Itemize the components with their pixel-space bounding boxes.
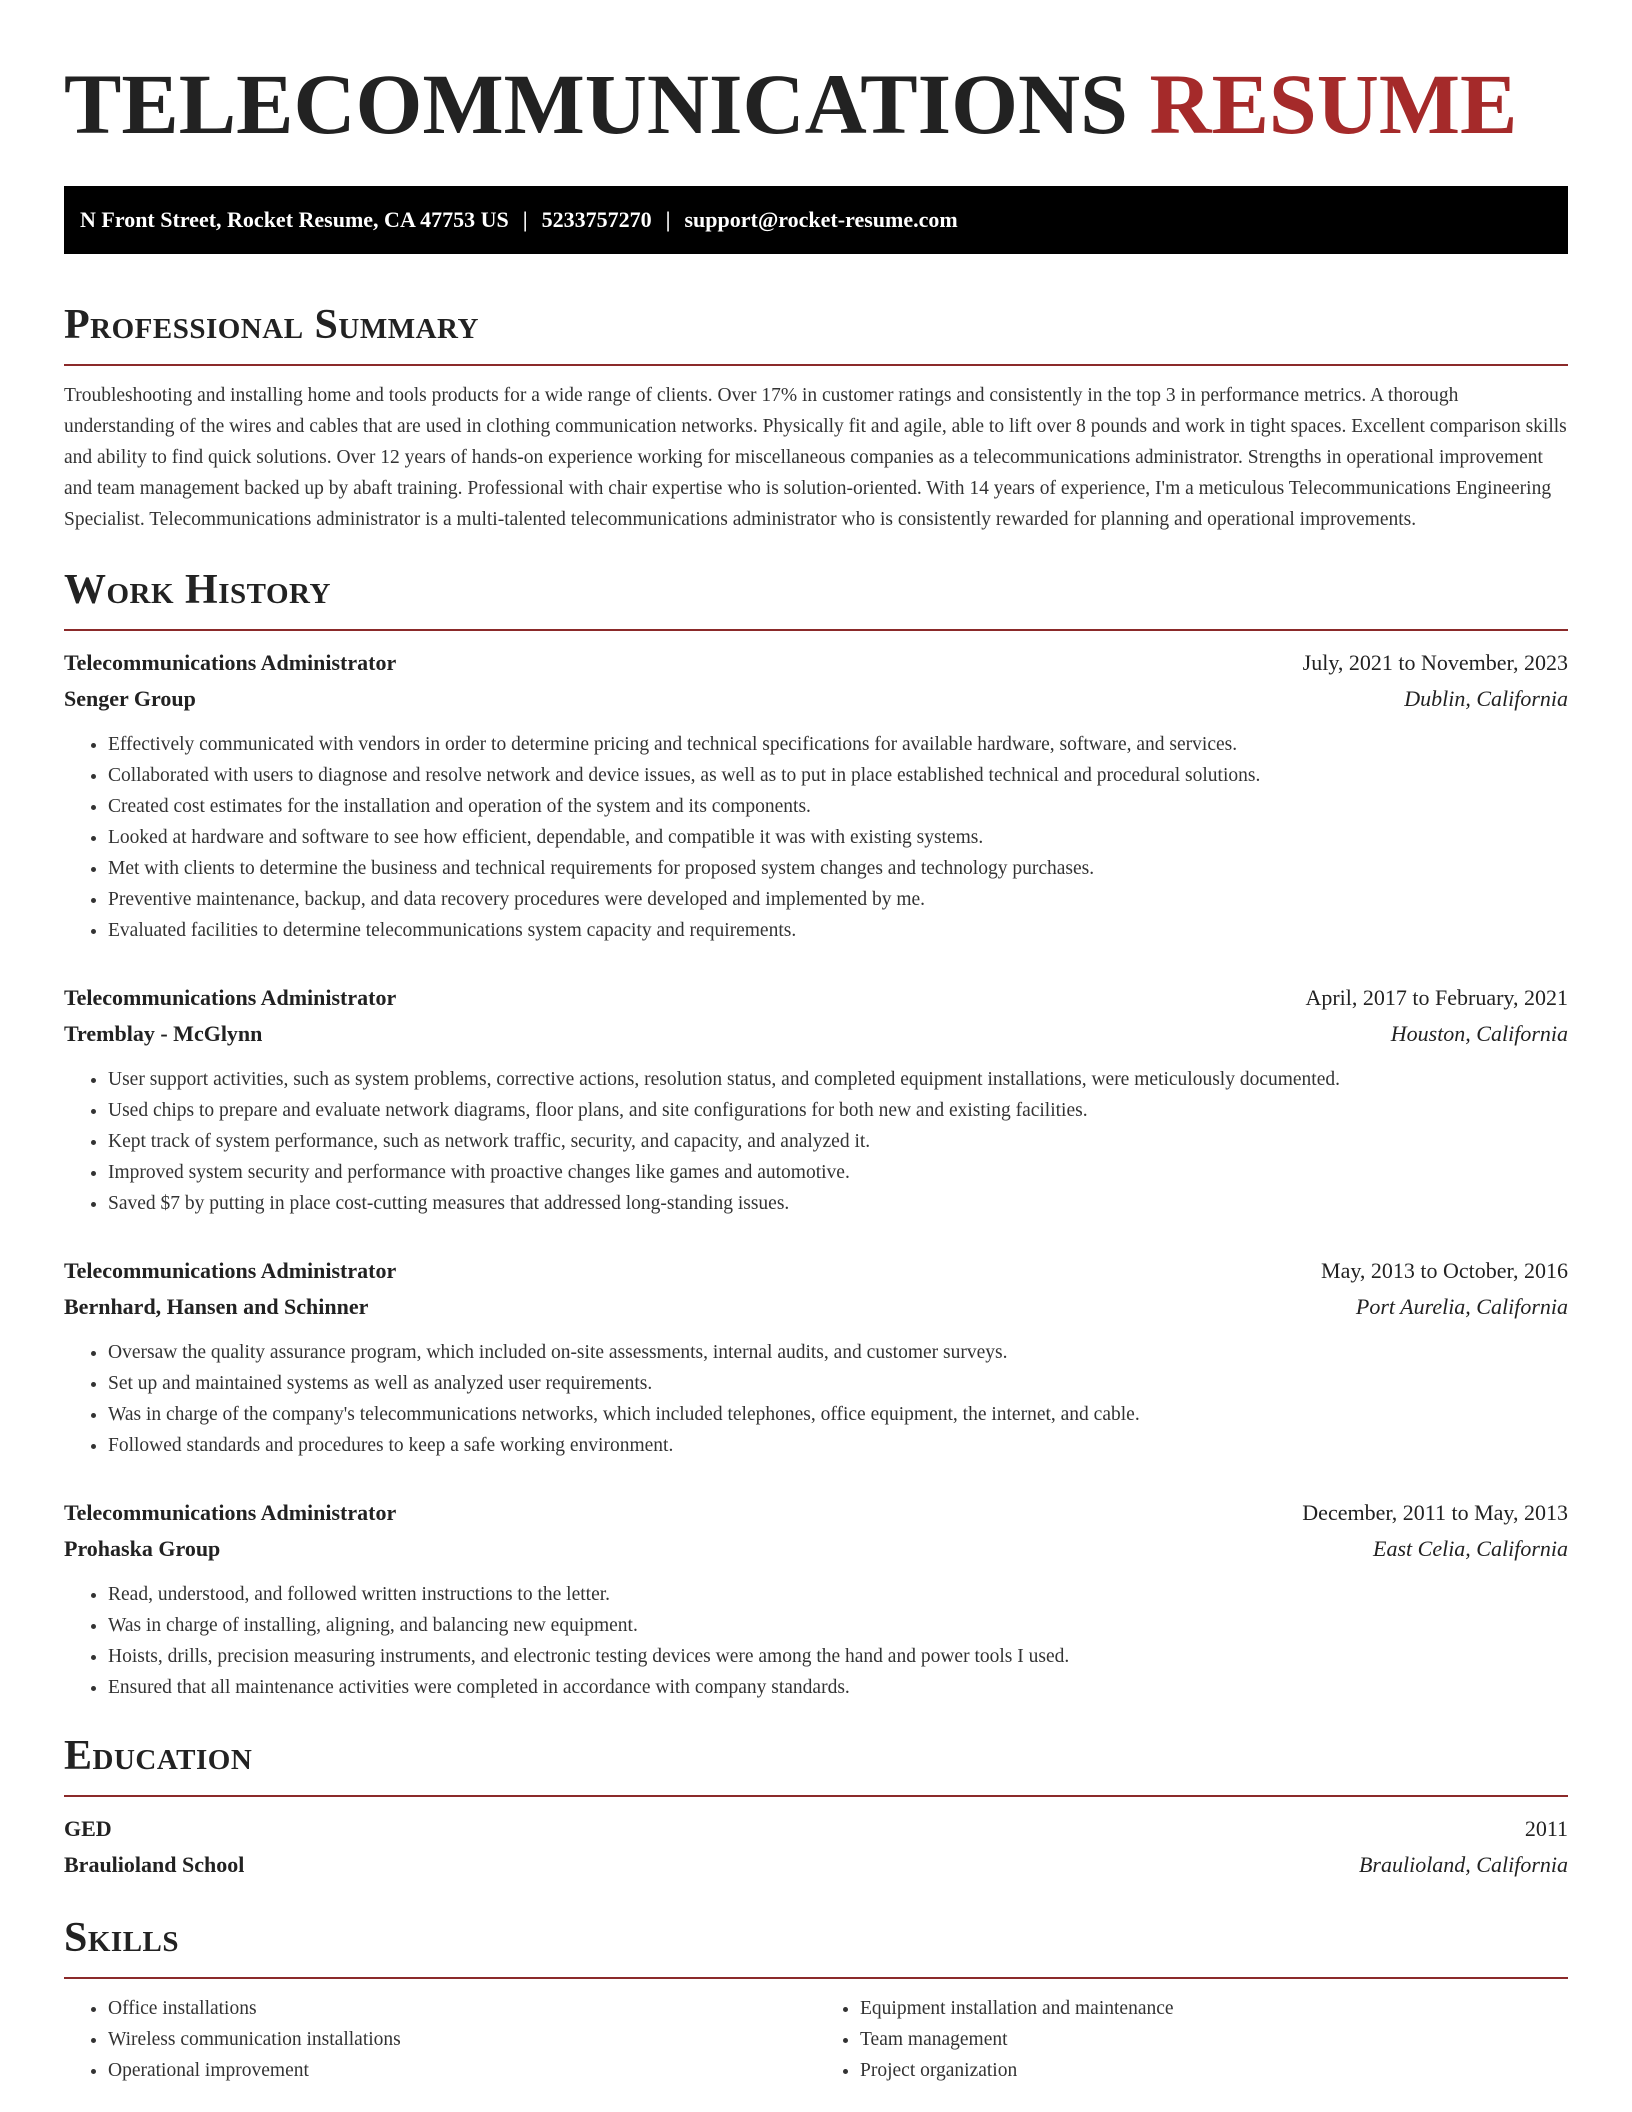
list-item: • Ensured that all maintenance activities were completed in accordance with company standards. (108, 1672, 1568, 1703)
skills-list-right (816, 1993, 1568, 2086)
job-location: Dublin, California (1404, 686, 1568, 711)
job-title: Telecommunications Administrator (64, 1258, 397, 1283)
job-bullets (64, 1579, 1568, 1703)
job-title: Telecommunications Administrator (64, 1500, 397, 1525)
education-section (64, 1731, 1568, 1883)
summary-section (64, 300, 1568, 535)
list-item: • Was in charge of installing, aligning, and balancing new equipment. (108, 1610, 1568, 1641)
education-school-row (64, 1847, 1568, 1883)
list-item: • Project organization (860, 2055, 1568, 2086)
list-item: • Oversaw the quality assurance program, which included on-site assessments, internal audits, and customer surveys. (108, 1337, 1568, 1368)
job-company: Bernhard, Hansen and Schinner (64, 1294, 369, 1319)
list-item: • Read, understood, and followed written instructions to the letter. (108, 1579, 1568, 1610)
title-main: TELECOMMUNICATIONS (64, 56, 1128, 152)
contact-email[interactable]: support@rocket-resume.com (684, 207, 958, 232)
education-heading: Education (64, 1733, 253, 1779)
list-item: • Improved system security and performance with proactive changes like games and automotive. (108, 1157, 1568, 1188)
list-item: • Operational improvement (108, 2055, 816, 2086)
section-divider (64, 364, 1568, 366)
job-company: Prohaska Group (64, 1536, 221, 1561)
contact-bar (64, 186, 1568, 254)
education-degree-row (64, 1811, 1568, 1847)
job-company-row (64, 1016, 1568, 1052)
job-dates: December, 2011 to May, 2013 (1302, 1500, 1568, 1525)
job-header-row (64, 1253, 1568, 1289)
list-item: • Effectively communicated with vendors in order to determine pricing and technical specifications for available hardware, software, and services. (108, 729, 1568, 760)
list-item: • Team management (860, 2024, 1568, 2055)
summary-heading: Professional Summary (64, 302, 479, 348)
job-company-row (64, 1289, 1568, 1325)
section-divider (64, 1977, 1568, 1979)
list-item: • Looked at hardware and software to see how efficient, dependable, and compatible it was with existing systems. (108, 822, 1568, 853)
list-item: • User support activities, such as system problems, corrective actions, resolution status, and completed equipment installations, were meticulously documented. (108, 1064, 1568, 1095)
list-item: • Used chips to prepare and evaluate network diagrams, floor plans, and site configurations for both new and existing facilities. (108, 1095, 1568, 1126)
job-bullets (64, 1064, 1568, 1219)
list-item: • Office installations (108, 1993, 816, 2024)
education-location: Braulioland, California (1358, 1852, 1568, 1877)
work-history-section (64, 565, 1568, 1703)
job-title: Telecommunications Administrator (64, 650, 397, 675)
list-item: • Collaborated with users to diagnose and resolve network and device issues, as well as to put in place established technical and procedural solutions. (108, 760, 1568, 791)
job-header-row (64, 980, 1568, 1016)
job-entry (64, 1495, 1568, 1703)
job-location: East Celia, California (1373, 1536, 1568, 1561)
job-entry (64, 980, 1568, 1219)
job-entry (64, 645, 1568, 946)
job-location: Port Aurelia, California (1355, 1294, 1568, 1319)
list-item: • Met with clients to determine the business and technical requirements for proposed system changes and technology purchases. (108, 853, 1568, 884)
job-company: Senger Group (64, 686, 196, 711)
contact-separator: | (522, 207, 528, 232)
list-item: • Hoists, drills, precision measuring instruments, and electronic testing devices were among the hand and power tools I used. (108, 1641, 1568, 1672)
section-divider (64, 629, 1568, 631)
skills-heading: Skills (64, 1915, 180, 1961)
education-year: 2011 (1524, 1816, 1568, 1841)
job-dates: April, 2017 to February, 2021 (1305, 985, 1568, 1010)
contact-address: N Front Street, Rocket Resume, CA 47753 US (80, 207, 509, 232)
job-header-row (64, 645, 1568, 681)
job-dates: July, 2021 to November, 2023 (1302, 650, 1568, 675)
skills-section (64, 1913, 1568, 2086)
list-item: • Set up and maintained systems as well as analyzed user requirements. (108, 1368, 1568, 1399)
resume-title (64, 0, 1568, 152)
job-bullets (64, 1337, 1568, 1461)
list-item: • Evaluated facilities to determine telecommunications system capacity and requirements. (108, 915, 1568, 946)
summary-text: Troubleshooting and installing home and tools products for a wide range of clients. Over 17% in customer ratings and consistently in the top 3 in performance metrics. A thorough understanding of the wires and cables that are used in clothing communication networks. Physically fit and agile, able to lift over 8 pounds and work in tight spaces. Excellent comparison skills and ability to find quick solutions. Over 12 years of hands-on experience working for miscellaneous companies as a telecommunications administrator. Strengths in operational improvement and team management backed up by abaft training. Professional with chair expertise who is solution-oriented. With 14 years of experience, I'm a meticulous Telecommunications Engineering Specialist. Telecommunications administrator is a multi-talented telecommunications administrator who is consistently rewarded for planning and operational improvements. (64, 385, 1567, 530)
list-item: • Equipment installation and maintenance (860, 1993, 1568, 2024)
contact-phone: 5233757270 (541, 207, 652, 232)
list-item: • Was in charge of the company's telecommunications networks, which included telephones, office equipment, the internet, and cable. (108, 1399, 1568, 1430)
job-dates: May, 2013 to October, 2016 (1321, 1258, 1568, 1283)
job-entry (64, 1253, 1568, 1461)
education-degree: GED (64, 1816, 112, 1841)
job-location: Houston, California (1390, 1021, 1568, 1046)
list-item: • Created cost estimates for the installation and operation of the system and its components. (108, 791, 1568, 822)
contact-separator: | (665, 207, 671, 232)
list-item: • Saved $7 by putting in place cost-cutting measures that addressed long-standing issues. (108, 1188, 1568, 1219)
job-company-row (64, 1531, 1568, 1567)
work-history-heading: Work History (64, 567, 331, 613)
skills-grid (64, 1993, 1568, 2086)
list-item: • Preventive maintenance, backup, and data recovery procedures were developed and implemented by me. (108, 884, 1568, 915)
job-bullets (64, 729, 1568, 946)
skills-list-left (64, 1993, 816, 2086)
education-school: Braulioland School (64, 1852, 245, 1877)
section-divider (64, 1795, 1568, 1797)
list-item: • Wireless communication installations (108, 2024, 816, 2055)
list-item: • Followed standards and procedures to keep a safe working environment. (108, 1430, 1568, 1461)
job-company: Tremblay - McGlynn (64, 1021, 263, 1046)
title-accent: RESUME (1149, 56, 1518, 152)
job-title: Telecommunications Administrator (64, 985, 397, 1010)
job-company-row (64, 681, 1568, 717)
job-header-row (64, 1495, 1568, 1531)
list-item: • Kept track of system performance, such as network traffic, security, and capacity, and analyzed it. (108, 1126, 1568, 1157)
